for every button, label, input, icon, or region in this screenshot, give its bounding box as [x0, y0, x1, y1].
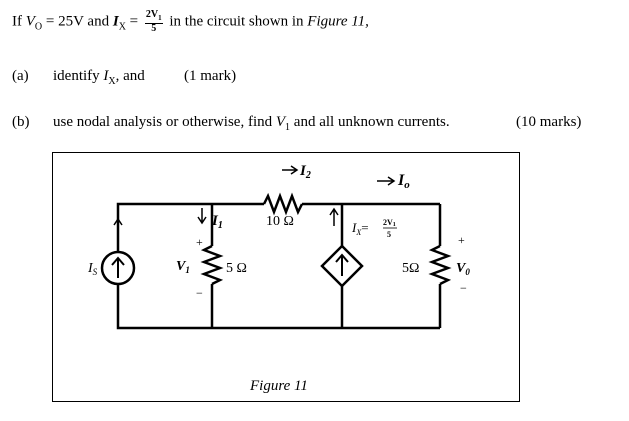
- intro-vo-sub: O: [34, 21, 43, 33]
- intro-rest: in the circuit shown in: [169, 13, 304, 30]
- intro-eq2: =: [129, 13, 139, 30]
- intro-fig-ref: Figure 11,: [307, 13, 369, 30]
- resistor-10-ohm-label: 10 Ω: [266, 214, 294, 229]
- part-a-text: [53, 68, 145, 87]
- intro-line: [12, 10, 369, 34]
- resistor-5-ohm-right: [432, 246, 448, 284]
- resistor-5-ohm-left: [204, 246, 220, 284]
- intro-eq1: = 25V and: [45, 13, 110, 30]
- intro-vo: V: [25, 13, 35, 30]
- ix-frac-num: 2V1: [383, 218, 396, 228]
- resistor-5-ohm-right-label: 5Ω: [402, 261, 420, 276]
- part-b-v1-sub: 1: [285, 122, 291, 133]
- part-b-tail: and all unknown currents.: [293, 114, 450, 130]
- part-b-label: (b): [12, 114, 30, 130]
- part-a-tail: , and: [115, 68, 145, 84]
- is-arrow-icon: [114, 219, 122, 236]
- v1-label: $V_1$: [176, 259, 190, 275]
- vo-label: $V_0$: [456, 261, 470, 277]
- part-a-identify: identify: [53, 68, 100, 84]
- intro-ix: I: [112, 13, 119, 30]
- circuit-figure: [52, 152, 520, 402]
- figure-caption: Figure 11: [250, 378, 308, 394]
- intro-frac-num-sub: 1: [158, 14, 162, 22]
- io-label: Io: [398, 172, 410, 191]
- intro-if: If: [12, 13, 22, 30]
- i1-arrow-icon: [198, 208, 206, 223]
- resistor-5-ohm-left-label: 5 Ω: [226, 261, 247, 276]
- i2-label: $I_2$: [300, 163, 311, 181]
- part-b-find: use nodal analysis or otherwise, find: [53, 114, 273, 130]
- i2-arrow-icon: [282, 166, 297, 174]
- intro-frac-den: 5: [151, 23, 157, 34]
- part-a-label: (a): [12, 68, 29, 84]
- vo-minus-sign: −: [460, 281, 467, 295]
- io-arrow-icon: [377, 177, 394, 185]
- part-b-v1: V: [275, 114, 286, 130]
- intro-frac-num: 2V: [145, 9, 159, 20]
- ix-arrow-icon: [330, 209, 338, 226]
- part-b-marks: (10 marks): [516, 114, 582, 130]
- v1-plus-sign: +: [196, 235, 203, 249]
- v1-minus-sign: −: [196, 286, 203, 300]
- intro-fraction: [145, 10, 163, 34]
- i1-label: $I_1$: [212, 213, 223, 231]
- intro-ix-sub: X: [118, 21, 126, 33]
- ix-frac-den: 5: [387, 230, 391, 239]
- part-b-text: [53, 114, 450, 133]
- part-a-ix: I: [103, 68, 109, 84]
- is-label: $I_S$: [88, 261, 98, 277]
- vo-plus-sign: +: [458, 233, 465, 247]
- ix-expression: $I_X=$: [352, 220, 369, 237]
- part-a-ix-sub: X: [108, 76, 116, 87]
- resistor-10-ohm: [264, 196, 302, 212]
- part-a-marks: (1 mark): [184, 68, 237, 84]
